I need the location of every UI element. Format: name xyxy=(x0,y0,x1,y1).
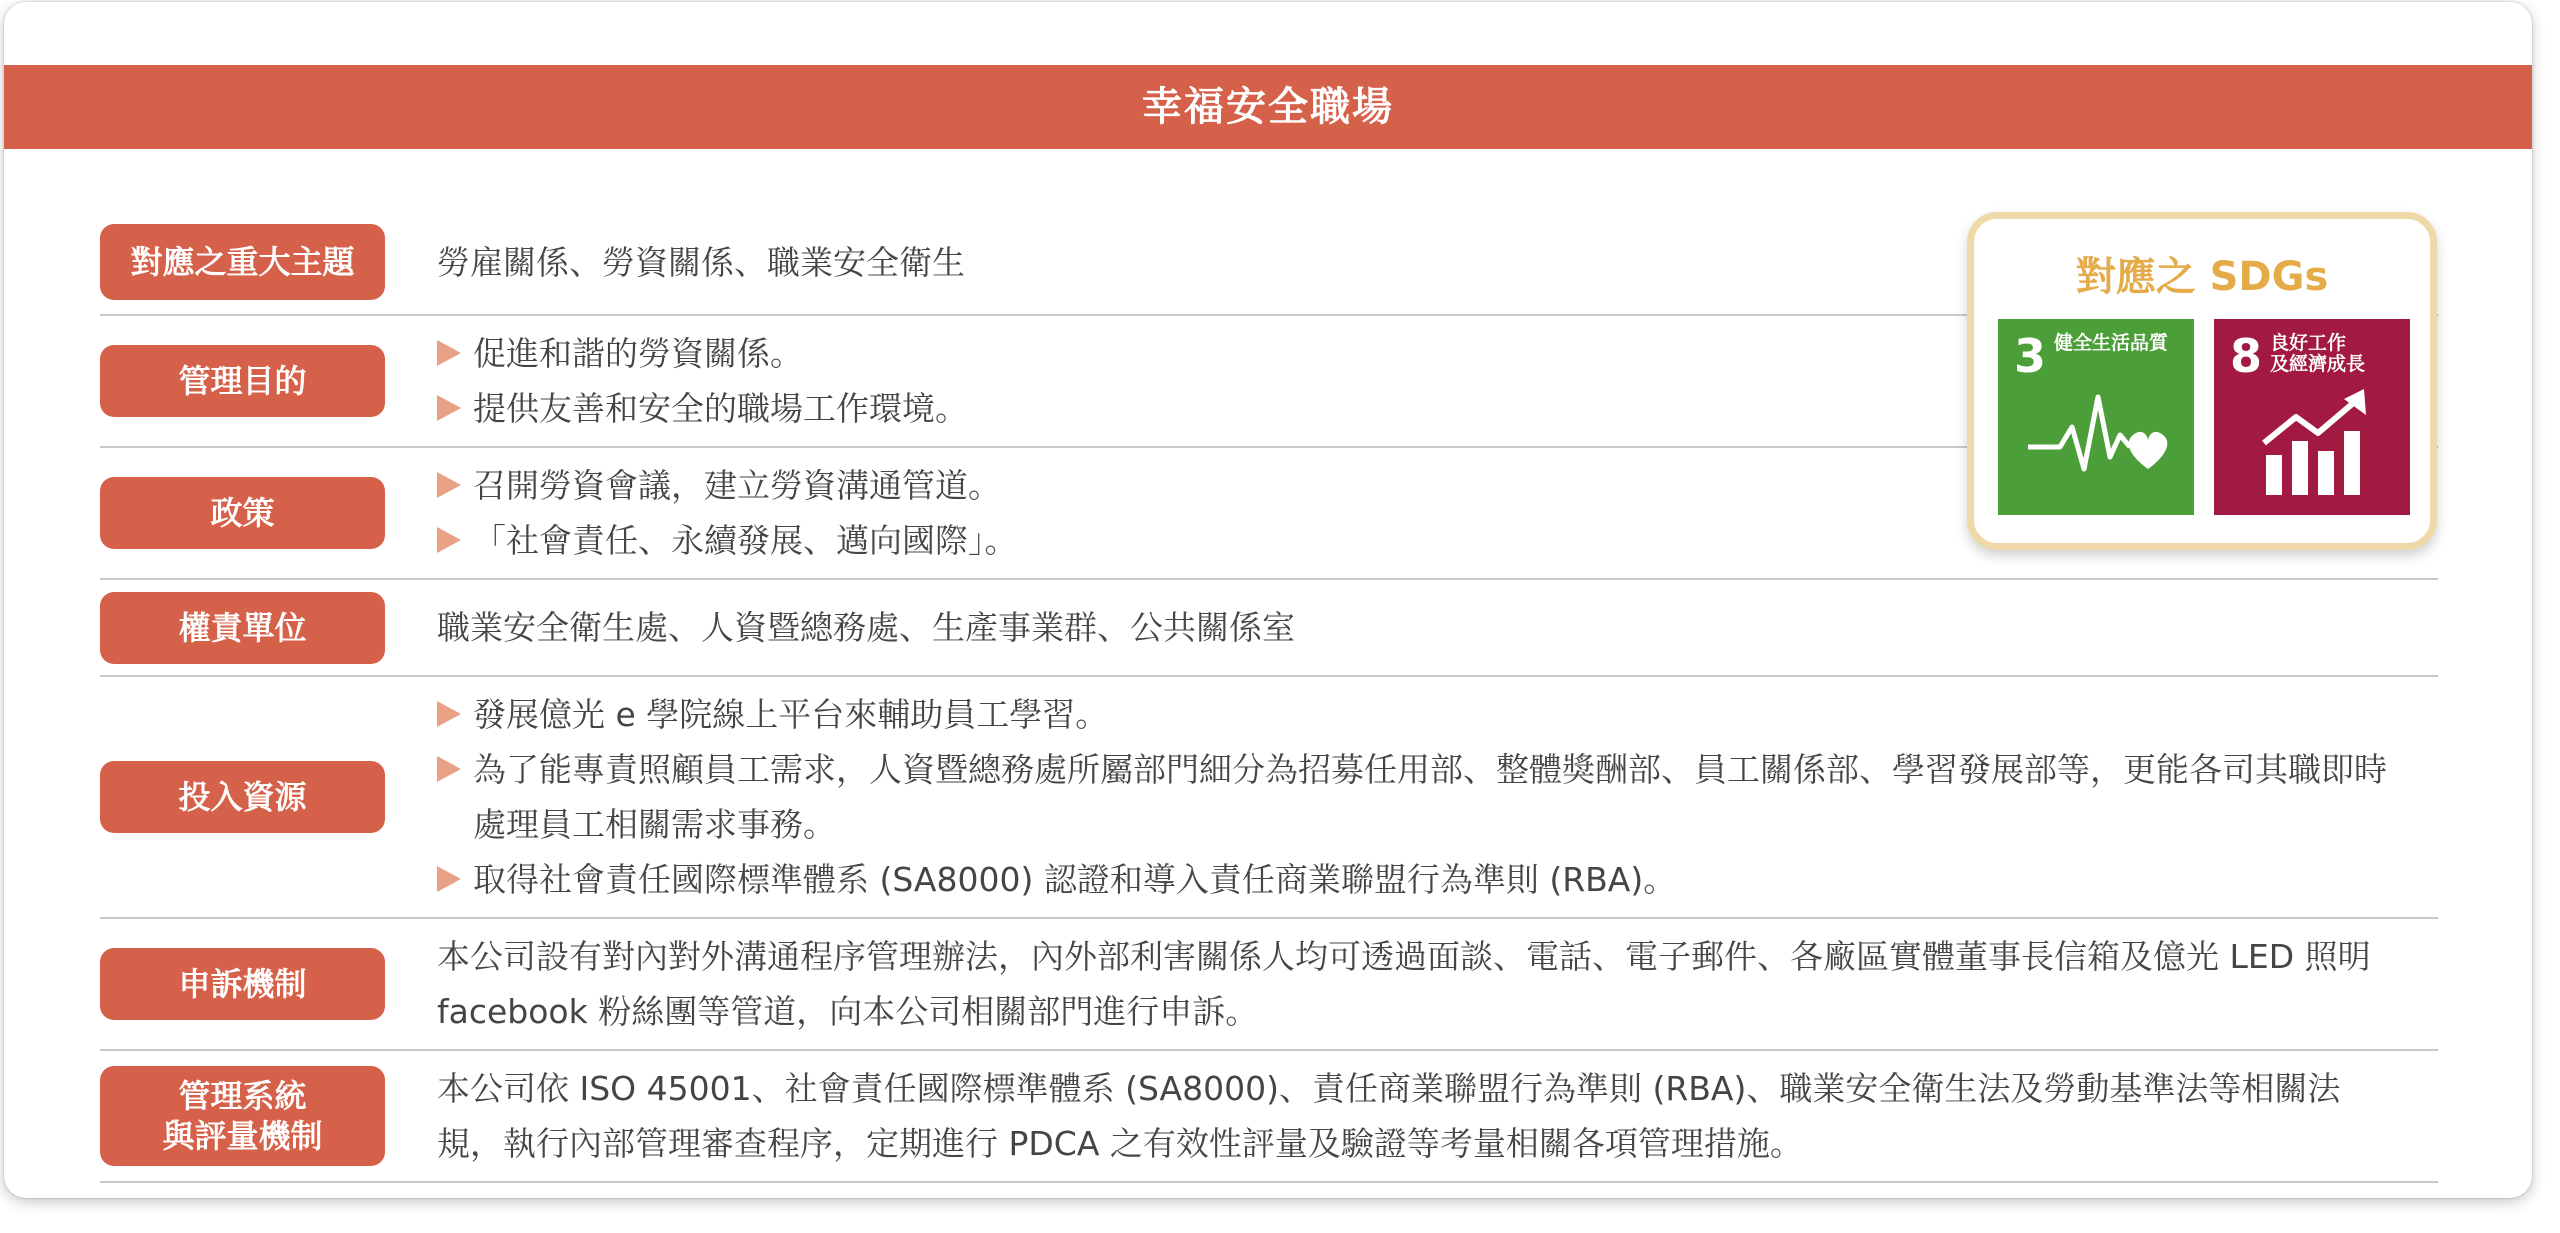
sdg-goal-label: 健全生活品質 xyxy=(2054,332,2169,354)
row-content xyxy=(437,929,2397,1039)
bullet-triangle-icon xyxy=(437,756,461,782)
sdg-goal-number: 8 xyxy=(2230,329,2263,383)
row-label: 政策 xyxy=(100,477,385,549)
table-row xyxy=(100,1051,2438,1183)
sdg-goal-8-tile xyxy=(2214,319,2410,515)
row-content xyxy=(437,600,2397,655)
bullet-triangle-icon xyxy=(437,701,461,727)
row-content xyxy=(437,326,2017,436)
table-row xyxy=(100,919,2438,1051)
bullet-triangle-icon xyxy=(437,527,461,553)
row-label: 管理系統 與評量機制 xyxy=(100,1066,385,1166)
list-item: 「社會責任、永續發展、邁向國際」。 xyxy=(437,513,2017,568)
section-banner xyxy=(4,65,2532,149)
row-label: 權責單位 xyxy=(100,592,385,664)
row-label: 申訴機制 xyxy=(100,948,385,1020)
row-content xyxy=(437,1061,2397,1171)
row-text: 勞雇關係、勞資關係、職業安全衛生 xyxy=(437,242,965,282)
bar-chart-arrow-icon xyxy=(2214,319,2410,515)
row-text: 本公司依 ISO 45001、社會責任國際標準體系 (SA8000)、責任商業聯盟行為準則 (RBA)、職業安全衛生法及勞動基準法等相關法規，執行內部管理審查程序，定期進行 PDCA 之有效性評量及驗證等考量相關各項管理措施。 xyxy=(437,1069,2341,1163)
row-label: 管理目的 xyxy=(100,345,385,417)
row-label: 對應之重大主題 xyxy=(100,224,385,300)
row-content xyxy=(437,235,2017,290)
row-text: 本公司設有對內對外溝通程序管理辦法，內外部利害關係人均可透過面談、電話、電子郵件、各廠區實體董事長信箱及億光 LED 照明 facebook 粉絲團等管道，向本公司相關部門進行申訴。 xyxy=(437,937,2371,1031)
row-content xyxy=(437,687,2397,907)
bullet-triangle-icon xyxy=(437,340,461,366)
row-label: 投入資源 xyxy=(100,761,385,833)
list-item: 取得社會責任國際標準體系 (SA8000) 認證和導入責任商業聯盟行為準則 (RBA)。 xyxy=(437,852,2397,907)
bullet-triangle-icon xyxy=(437,866,461,892)
row-text: 職業安全衛生處、人資暨總務處、生產事業群、公共關係室 xyxy=(437,608,1295,647)
bullet-triangle-icon xyxy=(437,395,461,421)
row-content xyxy=(437,458,2017,568)
sdg-goal-number: 3 xyxy=(2014,329,2047,383)
table-row xyxy=(100,580,2438,677)
list-item: 促進和諧的勞資關係。 xyxy=(437,326,2017,381)
list-item: 提供友善和安全的職場工作環境。 xyxy=(437,381,2017,436)
content-card xyxy=(4,2,2532,1198)
list-item: 為了能專責照顧員工需求，人資暨總務處所屬部門細分為招募任用部、整體獎酬部、員工關係部、學習發展部等，更能各司其職即時處理員工相關需求事務。 xyxy=(437,742,2397,852)
sdg-title: 對應之 SDGs xyxy=(2075,254,2329,300)
table-row xyxy=(100,677,2438,919)
bullet-triangle-icon xyxy=(437,472,461,498)
sdg-panel xyxy=(1967,212,2437,550)
sdg-goal-label: 良好工作 及經濟成長 xyxy=(2270,332,2366,375)
sdg-goal-3-tile xyxy=(1998,319,2194,515)
heartbeat-heart-icon xyxy=(1998,319,2194,515)
list-item: 發展億光 e 學院線上平台來輔助員工學習。 xyxy=(437,687,2397,742)
list-item: 召開勞資會議，建立勞資溝通管道。 xyxy=(437,458,2017,513)
banner-title: 幸福安全職場 xyxy=(1142,84,1394,130)
